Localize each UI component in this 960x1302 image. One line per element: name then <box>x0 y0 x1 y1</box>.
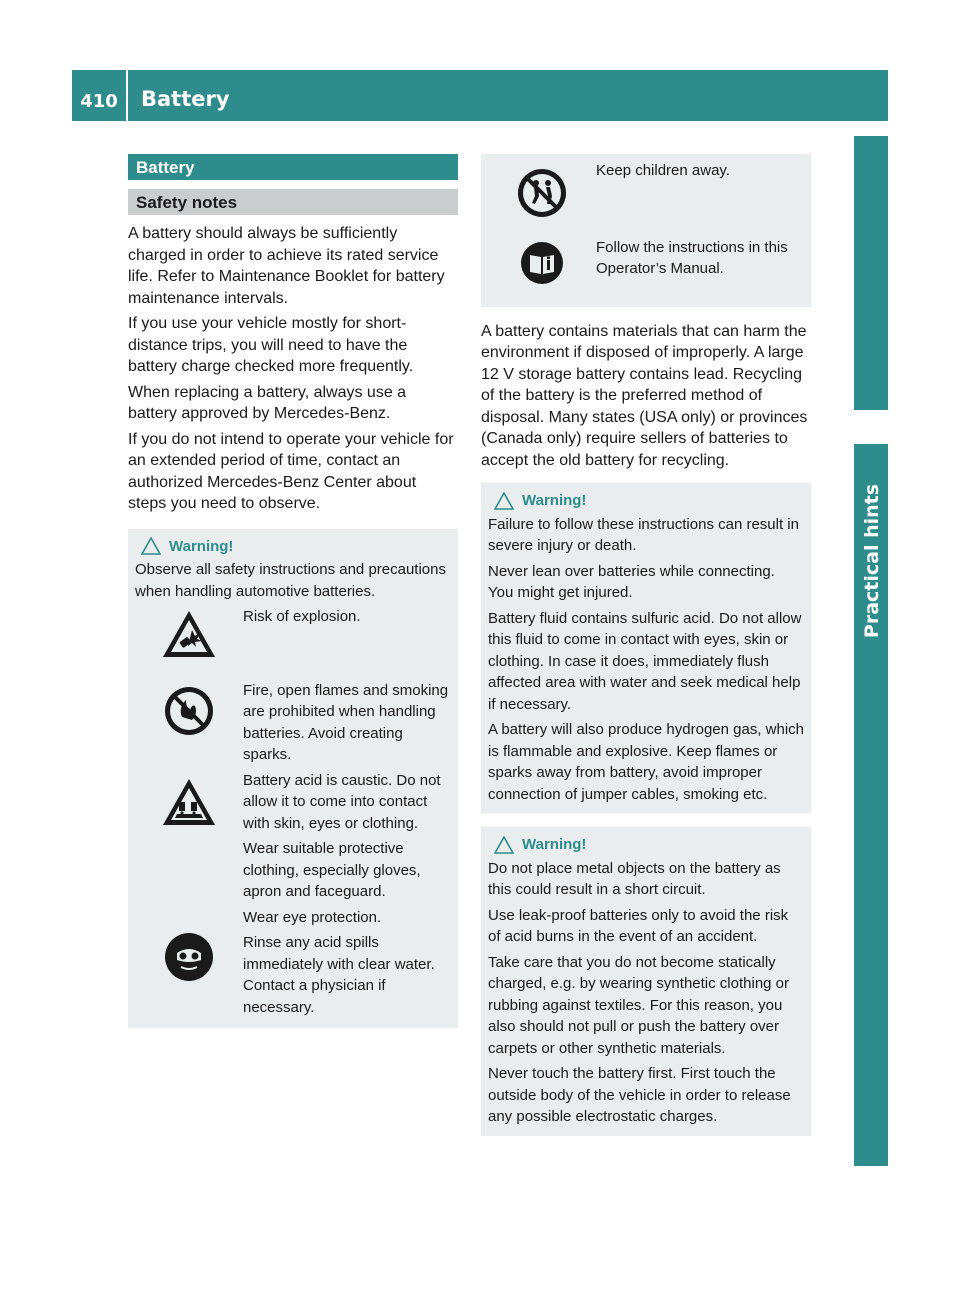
symbol-text: Wear suitable protective clothing, especially gloves, apron and faceguard. <box>243 840 421 900</box>
warning-triangle-icon <box>494 836 514 854</box>
warning-text: Do not place metal objects on the battery as this could result in a short circuit. <box>488 859 781 898</box>
warning-box <box>481 827 811 1136</box>
symbol-row <box>135 606 451 680</box>
side-tab-marker <box>854 410 888 444</box>
warning-text: Failure to follow these instructions can result in severe injury or death. <box>488 515 799 554</box>
corrosive-acid-icon <box>160 776 218 828</box>
paragraph: A battery should always be sufficiently charged in order to achieve its rated service life. Refer to Maintenance Booklet for battery maintenance intervals. <box>128 225 445 307</box>
warning-text: Never lean over batteries while connecting. You might get injured. <box>488 562 775 601</box>
read-manual-icon <box>520 241 564 285</box>
explosion-warning-icon <box>160 608 218 660</box>
warning-heading <box>488 490 804 512</box>
warning-label: Warning! <box>522 492 587 509</box>
warning-text: Never touch the battery first. First touch the outside body of the vehicle in order to release any possible electrostatic charges. <box>488 1065 791 1125</box>
page-number: 410 <box>80 91 118 112</box>
paragraph: When replacing a battery, always use a battery approved by Mercedes-Benz. <box>128 383 407 422</box>
symbol-row <box>135 770 451 907</box>
warning-text: Use leak-proof batteries only to avoid the risk of acid burns in the event of an accident. <box>488 906 789 945</box>
symbol-text: Follow the instructions in this Operator’s Manual. <box>596 238 788 277</box>
warning-triangle-icon <box>141 537 161 555</box>
right-column <box>481 154 811 1136</box>
symbol-row <box>488 160 804 237</box>
warning-intro: Observe all safety instructions and precautions when handling automotive batteries. <box>135 561 446 600</box>
side-tab <box>854 136 888 1166</box>
symbol-text: Wear eye protection. <box>243 908 382 926</box>
warning-box <box>128 529 458 1029</box>
warning-label: Warning! <box>522 836 587 853</box>
no-flames-icon <box>162 684 216 738</box>
paragraph: If you do not intend to operate your vehicle for an extended period of time, contact an authorized Mercedes-Benz Center about steps you need to observe. <box>128 430 454 512</box>
section-title: Battery <box>128 154 458 180</box>
warning-box <box>481 483 811 813</box>
keep-children-away-icon <box>515 166 569 220</box>
warning-triangle-icon <box>494 492 514 510</box>
header-divider <box>126 70 128 121</box>
warning-text: A battery will also produce hydrogen gas, which is flammable and explosive. Keep flames or sparks away from battery, avoid improper connection of jumper cables, smoking etc. <box>488 721 805 803</box>
page-title: Battery <box>141 87 230 111</box>
warning-text: Take care that you do not become statically charged, e.g. by wearing synthetic clothing or rubbing against textiles. For this reason, you also should not pull or push the battery over carpets or other synthetic materials. <box>488 953 790 1057</box>
symbol-text: Risk of explosion. <box>243 608 361 625</box>
subsection-title: Safety notes <box>128 189 458 215</box>
symbols-box <box>481 154 811 307</box>
warning-heading <box>135 536 451 558</box>
symbol-row <box>135 680 451 770</box>
warning-label: Warning! <box>169 537 234 555</box>
side-tab-label: Practical hints <box>861 483 883 639</box>
warning-heading <box>488 834 804 856</box>
paragraph: If you use your vehicle mostly for short-distance trips, you will need to have the battery charge checked more frequently. <box>128 315 414 375</box>
symbol-row <box>135 907 451 1019</box>
symbol-text: Keep children away. <box>596 162 730 179</box>
left-column <box>128 154 458 1028</box>
paragraph: A battery contains materials that can harm the environment if disposed of improperly. A large 12 V storage battery contains lead. Recycling of the battery is the preferred method of disposal. Many states (USA only) or provinces (Canada only) require sellers of batteries to accept the old battery for recycling. <box>481 322 808 469</box>
warning-text: Battery fluid contains sulfuric acid. Do not allow this fluid to come in contact with eyes, skin or clothing. In case it does, immediately flush affected area with water and seek medical help if necessary. <box>488 609 802 713</box>
eye-protection-icon <box>163 931 215 983</box>
symbol-text: Fire, open flames and smoking are prohibited when handling batteries. Avoid creating sparks. <box>243 681 449 763</box>
symbol-row <box>488 237 804 285</box>
symbol-text: Battery acid is caustic. Do not allow it to come into contact with skin, eyes or clothing. <box>243 771 441 832</box>
symbol-text: Rinse any acid spills immediately with clear water. Contact a physician if necessary. <box>243 934 435 1016</box>
side-tab-label-wrap <box>862 470 882 650</box>
